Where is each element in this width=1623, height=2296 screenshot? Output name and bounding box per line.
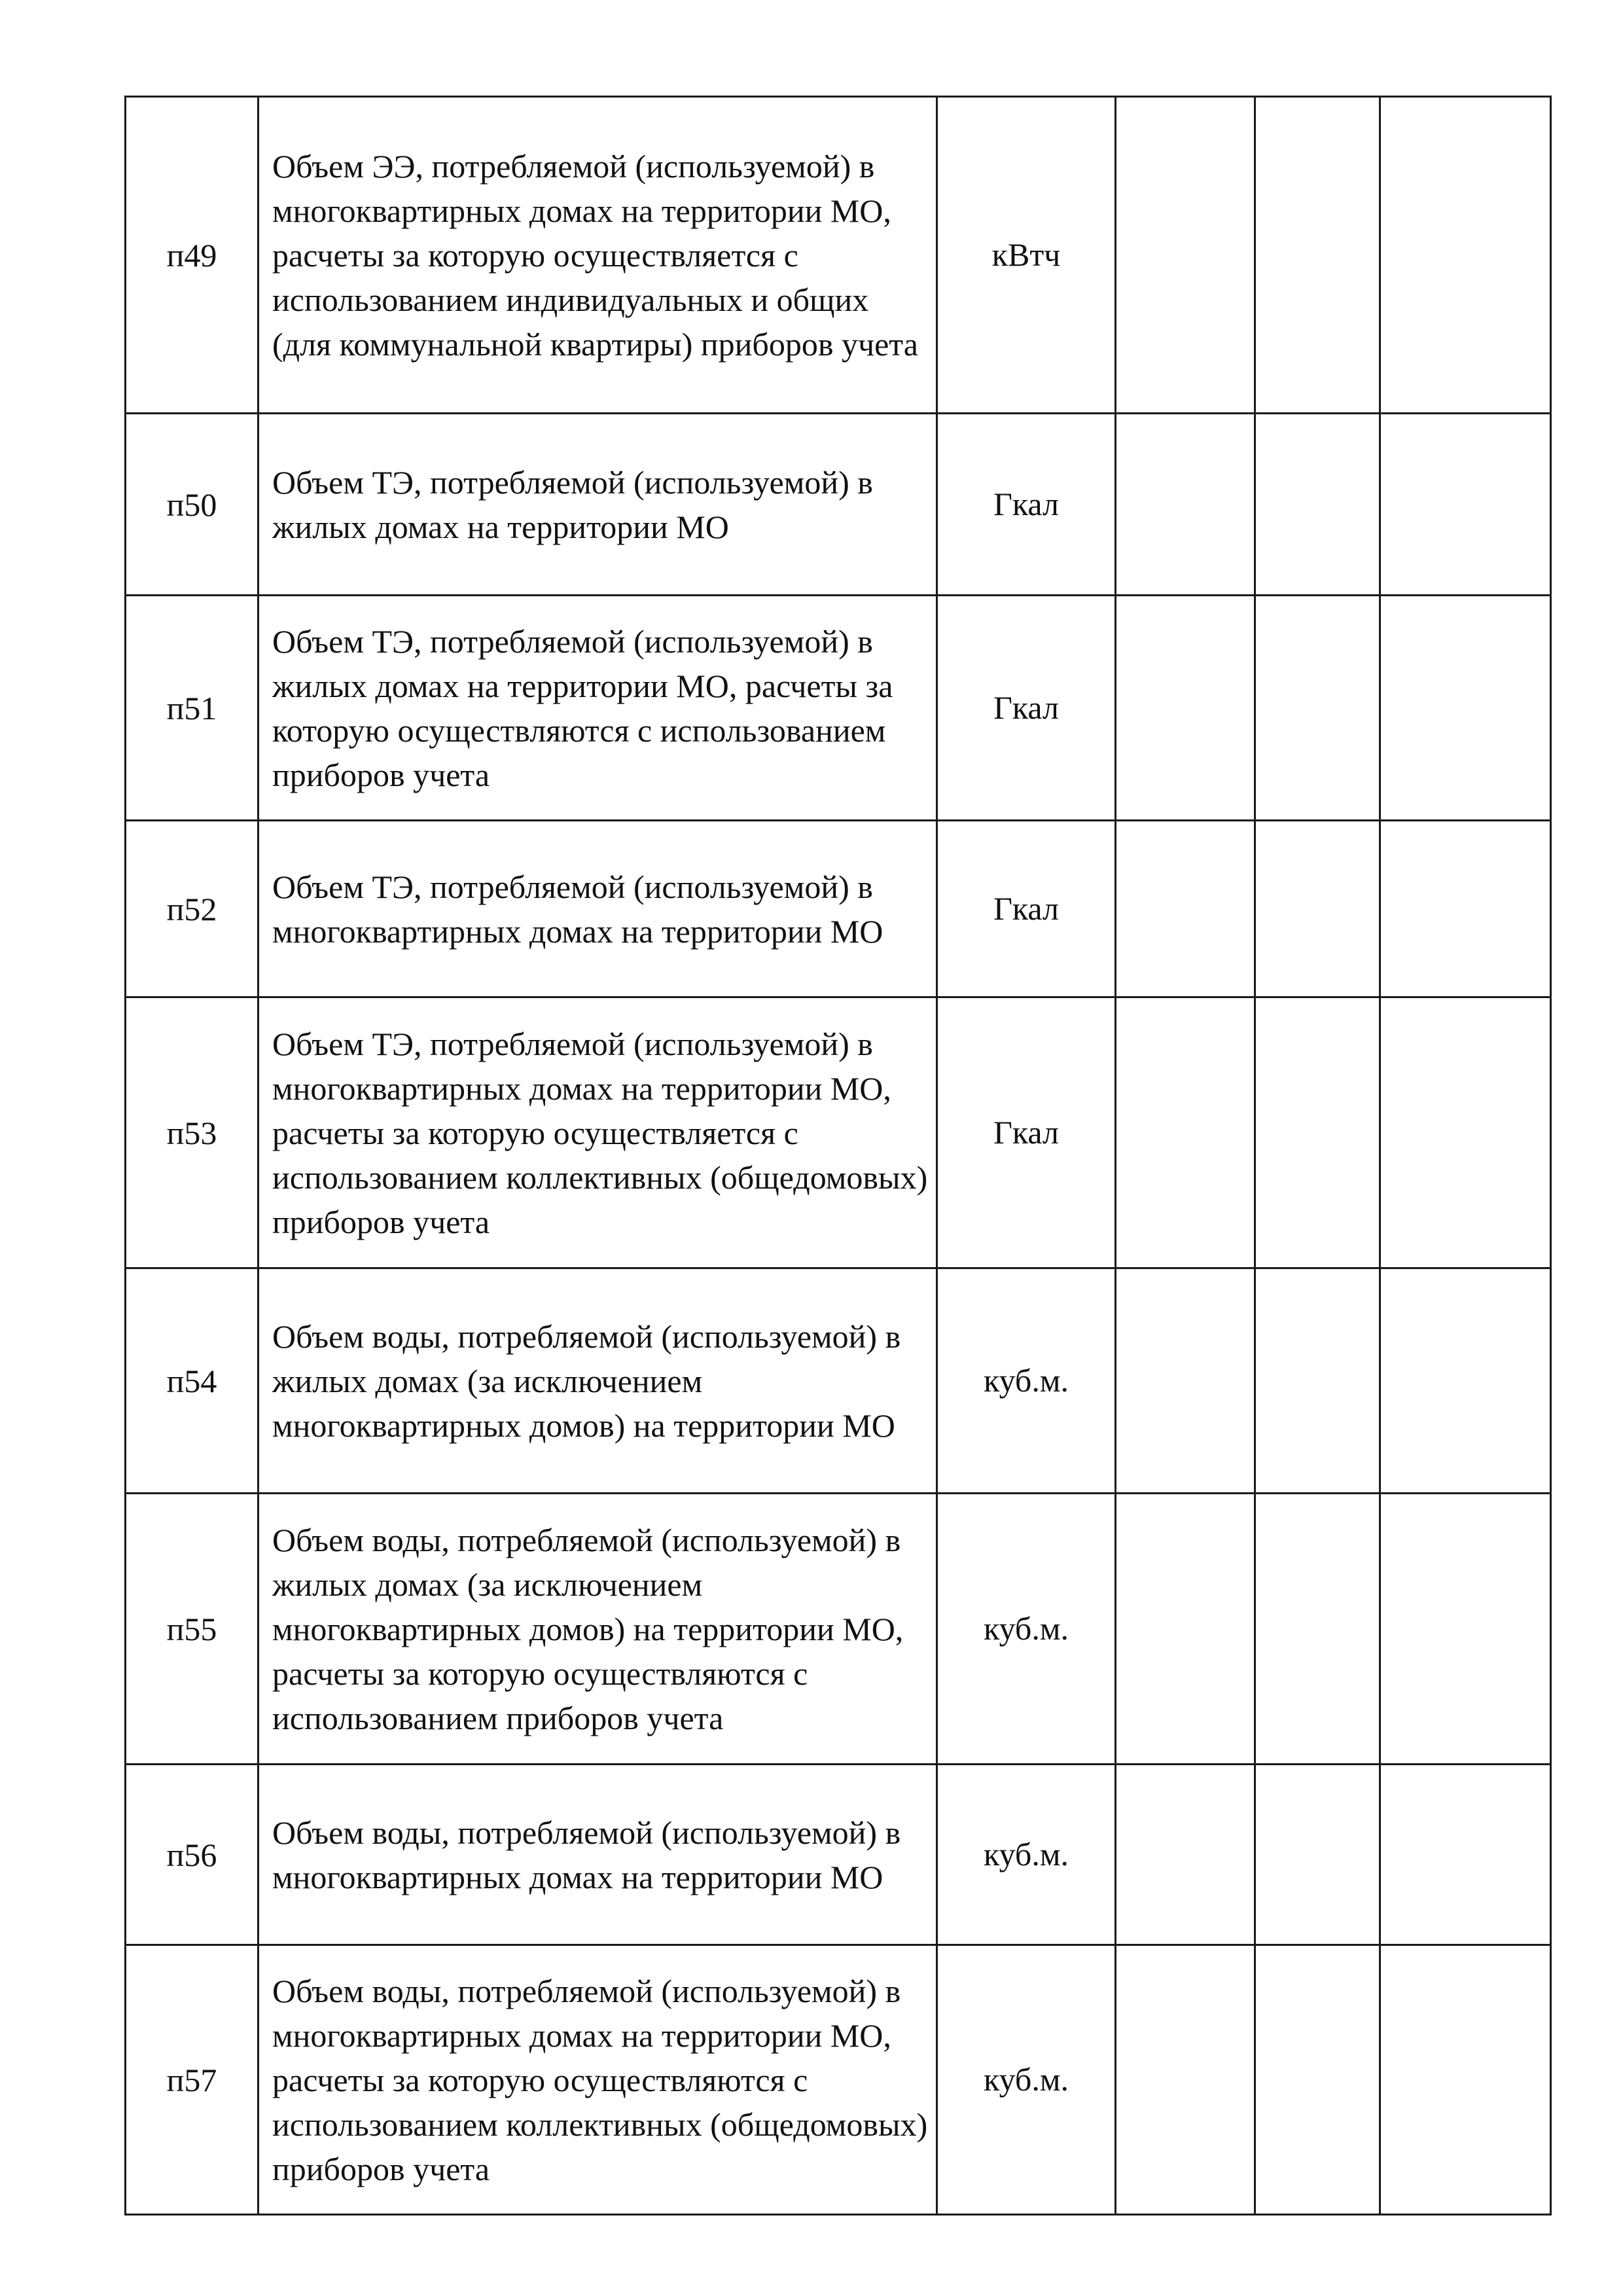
value-cell[interactable] <box>1116 97 1255 414</box>
row-description: Объем воды, потребляемой (используемой) в жилых домах (за исключением многоквартирных домов) на территории МО <box>259 1268 937 1494</box>
value-cell[interactable] <box>1380 1945 1551 2215</box>
value-cell[interactable] <box>1255 1945 1380 2215</box>
value-cell[interactable] <box>1116 1945 1255 2215</box>
value-cell[interactable] <box>1380 1494 1551 1765</box>
value-cell[interactable] <box>1255 997 1380 1268</box>
row-description: Объем воды, потребляемой (используемой) в многоквартирных домах на территории МО, расчеты за которую осуществляются с использованием коллективных (общедомовых) приборов учета <box>259 1945 937 2215</box>
row-description: Объем ТЭ, потребляемой (используемой) в многоквартирных домах на территории МО <box>259 821 937 997</box>
row-description: Объем воды, потребляемой (используемой) в многоквартирных домах на территории МО <box>259 1765 937 1945</box>
row-number: п52 <box>126 821 259 997</box>
value-cell[interactable] <box>1255 1494 1380 1765</box>
table-row <box>126 1945 1551 2215</box>
row-unit: Гкал <box>937 596 1116 821</box>
indicators-table <box>124 96 1552 2215</box>
table-row <box>126 97 1551 414</box>
row-unit: Гкал <box>937 821 1116 997</box>
value-cell[interactable] <box>1380 414 1551 596</box>
table-row <box>126 1494 1551 1765</box>
value-cell[interactable] <box>1380 1268 1551 1494</box>
value-cell[interactable] <box>1116 414 1255 596</box>
row-unit: кВтч <box>937 97 1116 414</box>
value-cell[interactable] <box>1116 1765 1255 1945</box>
row-description: Объем ТЭ, потребляемой (используемой) в многоквартирных домах на территории МО, расчеты за которую осуществляется с использованием коллективных (общедомовых) приборов учета <box>259 997 937 1268</box>
row-unit: куб.м. <box>937 1494 1116 1765</box>
table-row <box>126 997 1551 1268</box>
value-cell[interactable] <box>1255 97 1380 414</box>
value-cell[interactable] <box>1255 596 1380 821</box>
row-unit: куб.м. <box>937 1945 1116 2215</box>
value-cell[interactable] <box>1255 821 1380 997</box>
value-cell[interactable] <box>1380 596 1551 821</box>
row-unit: Гкал <box>937 997 1116 1268</box>
row-number: п51 <box>126 596 259 821</box>
row-unit: куб.м. <box>937 1268 1116 1494</box>
row-description: Объем ЭЭ, потребляемой (используемой) в многоквартирных домах на территории МО, расчеты за которую осуществляется с использованием индивидуальных и общих (для коммунальной квартиры) приборов учета <box>259 97 937 414</box>
row-number: п49 <box>126 97 259 414</box>
value-cell[interactable] <box>1380 97 1551 414</box>
value-cell[interactable] <box>1380 997 1551 1268</box>
value-cell[interactable] <box>1380 821 1551 997</box>
value-cell[interactable] <box>1380 1765 1551 1945</box>
value-cell[interactable] <box>1255 1268 1380 1494</box>
row-unit: куб.м. <box>937 1765 1116 1945</box>
value-cell[interactable] <box>1116 596 1255 821</box>
value-cell[interactable] <box>1255 414 1380 596</box>
row-number: п56 <box>126 1765 259 1945</box>
row-number: п55 <box>126 1494 259 1765</box>
row-description: Объем воды, потребляемой (используемой) в жилых домах (за исключением многоквартирных домов) на территории МО, расчеты за которую осуществляются с использованием приборов учета <box>259 1494 937 1765</box>
table-row <box>126 596 1551 821</box>
row-number: п57 <box>126 1945 259 2215</box>
value-cell[interactable] <box>1116 997 1255 1268</box>
value-cell[interactable] <box>1116 1268 1255 1494</box>
value-cell[interactable] <box>1116 821 1255 997</box>
value-cell[interactable] <box>1116 1494 1255 1765</box>
row-description: Объем ТЭ, потребляемой (используемой) в жилых домах на территории МО, расчеты за которую осуществляются с использованием приборов учета <box>259 596 937 821</box>
row-number: п53 <box>126 997 259 1268</box>
row-description: Объем ТЭ, потребляемой (используемой) в жилых домах на территории МО <box>259 414 937 596</box>
value-cell[interactable] <box>1255 1765 1380 1945</box>
row-number: п54 <box>126 1268 259 1494</box>
row-unit: Гкал <box>937 414 1116 596</box>
table-row <box>126 1268 1551 1494</box>
row-number: п50 <box>126 414 259 596</box>
table-row <box>126 821 1551 997</box>
table-row <box>126 414 1551 596</box>
table-row <box>126 1765 1551 1945</box>
